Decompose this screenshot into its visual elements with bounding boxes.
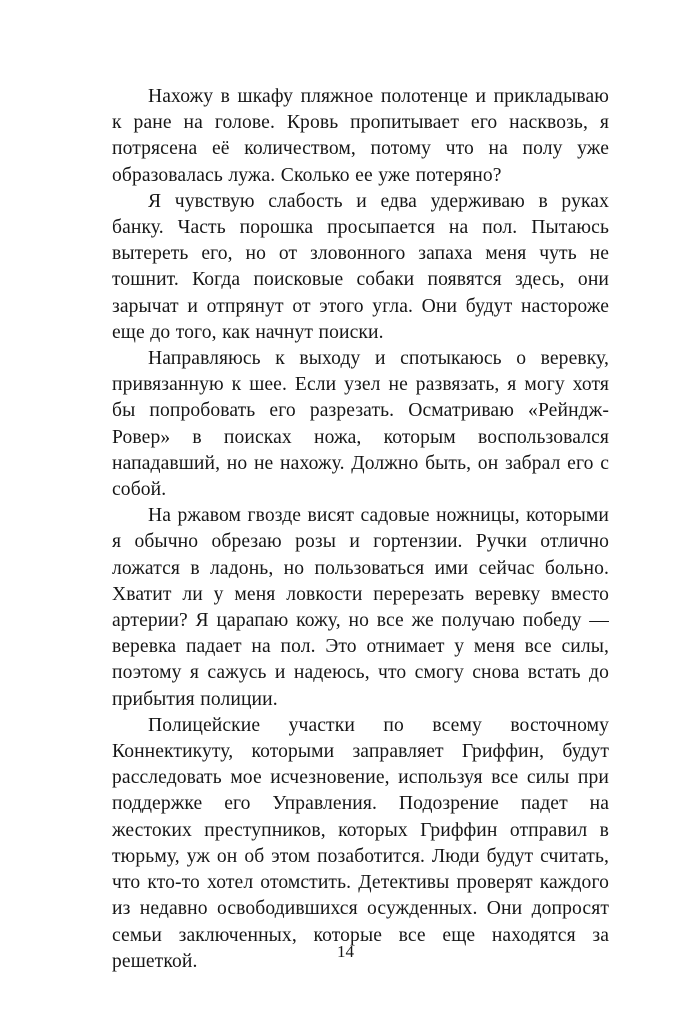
paragraph: Я чувствую слабость и едва удерживаю в руках банку. Часть порошка просыпается на пол. Пытаюсь вытереть его, но от зловонного запаха меня чуть не тошнит. Когда поисковые собаки появятся здесь, они зарычат и отпрянут от этого угла. Они будут настороже еще до того, как начнут поиски. bbox=[112, 190, 609, 343]
paragraph: Нахожу в шкафу пляжное полотенце и прикладываю к ране на голове. Кровь пропитывает его насквозь, я потрясена её количеством, потому что на полу уже образовалась лужа. Сколько ее уже потеряно? bbox=[112, 86, 609, 186]
page-text-block bbox=[112, 84, 609, 975]
paragraph: На ржавом гвозде висят садовые ножницы, которыми я обычно обрезаю розы и гортензии. Ручки отлично ложатся в ладонь, но пользоваться ими сейчас больно. Хватит ли у меня ловкости перерезать веревку вместо артерии? Я царапаю кожу, но все же получаю победу — веревка падает на пол. Это отнимает у меня все силы, поэтому я сажусь и надеюсь, что смогу снова встать до прибытия полиции. bbox=[112, 505, 609, 710]
paragraph: Направляюсь к выходу и спотыкаюсь о веревку, привязанную к шее. Если узел не развязать, я могу хотя бы попробовать его разрезать. Осматриваю «Рейндж-Ровер» в поисках ножа, которым воспользовался нападавший, но не нахожу. Должно быть, он забрал его с собой. bbox=[112, 348, 609, 501]
page-number: 14 bbox=[337, 942, 354, 961]
paragraph: Полицейские участки по всему восточному Коннектикуту, которыми заправляет Гриффин, будут расследовать мое исчезновение, используя все силы при поддержке его Управления. Подозрение падет на жестоких преступников, которых Гриффин отправил в тюрьму, уж он об этом позаботится. Люди будут считать, что кто-то хотел отомстить. Детективы проверят каждого из недавно освободившихся осужденных. Они допросят семьи заключенных, которые все еще находятся за решеткой. bbox=[112, 714, 609, 972]
